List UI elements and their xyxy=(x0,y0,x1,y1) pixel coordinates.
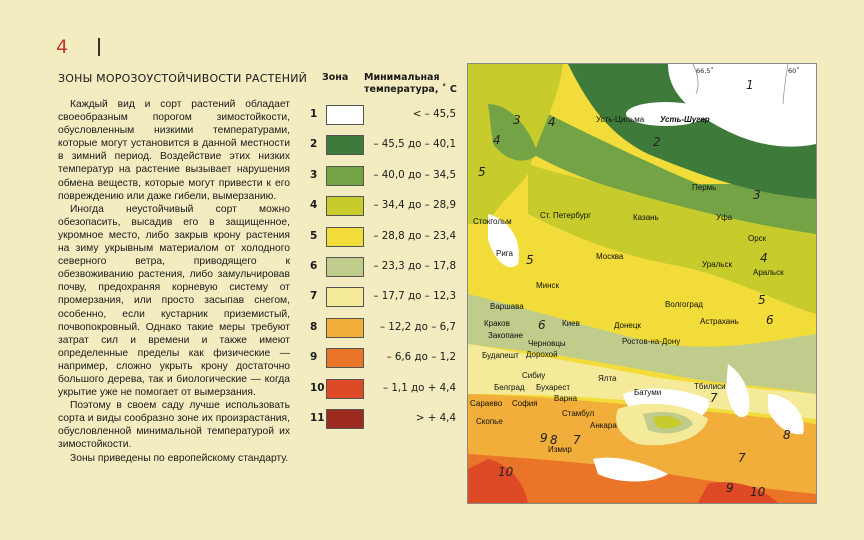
legend-zone-number: 9 xyxy=(310,351,318,364)
legend-row xyxy=(310,134,455,158)
legend-zone-number: 3 xyxy=(310,168,318,181)
legend-row xyxy=(310,256,455,280)
city-label: Уральск xyxy=(702,260,732,269)
legend-zone-number: 7 xyxy=(310,290,318,303)
legend-color-swatch xyxy=(326,135,364,155)
city-label: Уфа xyxy=(716,213,733,222)
city-label: Закопане xyxy=(488,331,523,340)
page-separator xyxy=(98,38,100,56)
city-label: Бухарест xyxy=(536,383,570,392)
city-label: Ст. Петербург xyxy=(540,211,592,220)
zone-label: 5 xyxy=(526,253,534,267)
legend-zone-number: 2 xyxy=(310,138,318,151)
city-label: Москва xyxy=(596,252,624,261)
city-label: Орск xyxy=(748,234,767,243)
legend-color-swatch xyxy=(326,409,364,429)
zone-label: 8 xyxy=(783,428,791,442)
city-label: Варна xyxy=(554,394,578,403)
zone-label: 4 xyxy=(493,133,501,147)
legend-zone-number: 10 xyxy=(310,381,325,394)
zone-label: 2 xyxy=(653,135,661,149)
page-number: 4 xyxy=(56,36,69,58)
legend-temperature-range: < – 45,5 xyxy=(412,108,456,120)
paragraph: Зоны приведены по европейскому стандарту. xyxy=(70,452,289,464)
paragraph: Поэтому в своем саду лучше использовать сорта и виды сообразно зоне их произрастания, обусловленной минимальной температурой их зимостойкости. xyxy=(58,400,290,451)
city-label: Анкара xyxy=(590,421,617,430)
city-label: Астрахань xyxy=(700,317,739,326)
city-label: Казань xyxy=(633,213,659,222)
legend-zone-number: 6 xyxy=(310,260,318,272)
zone-label: 3 xyxy=(753,188,761,202)
legend-color-swatch xyxy=(326,227,364,247)
city-label: Черновцы xyxy=(528,339,566,348)
legend-zone-number: 8 xyxy=(310,320,318,333)
zone-label: 3 xyxy=(513,113,521,127)
legend-zone-number: 5 xyxy=(310,229,318,242)
paragraph: Иногда неустойчивый сорт можно обезопасить, высадив его в защищенное, укромное место, либо закрыв крону растения на зиму укрывным материалом от холодного северного ветра, приводящего к обезвоживанию растения, либо замульчировав почву, предохраняя корневую систему от промерзания, или просто засыпав снегом, особенно, если кустарник приземистый, почвопокровный. Однако такие меры требуют затрат сил и времени и также имеют определенные пределы как физические — например, сложно укрыть крону достаточно большого дерева, так и биологические — когда укрытие уже не помогает от вымерзания. xyxy=(58,203,290,399)
city-label: Усть-Шугер xyxy=(660,115,710,124)
zone-label: 7 xyxy=(738,451,746,465)
zone-label: 5 xyxy=(758,293,766,307)
zone-label: 4 xyxy=(760,251,768,265)
city-label: Белград xyxy=(494,383,525,392)
city-label: Краков xyxy=(484,319,510,328)
city-label: Донецк xyxy=(614,321,641,330)
article-title: ЗОНЫ МОРОЗОУСТОЙЧИВОСТИ РАСТЕНИЙ xyxy=(58,72,308,85)
legend-temperature-range: – 28,8 до – 23,4 xyxy=(373,229,456,242)
zone-label: 8 xyxy=(550,433,558,447)
city-label: Варшава xyxy=(490,302,524,311)
city-label: Скопье xyxy=(476,417,503,426)
city-label: Рига xyxy=(496,249,513,258)
legend-row xyxy=(310,317,455,341)
legend-color-swatch xyxy=(326,257,364,277)
legend-temperature-range: – 1,1 до + 4,4 xyxy=(382,381,456,394)
legend-color-swatch xyxy=(326,105,364,125)
zone-label: 6 xyxy=(538,318,546,332)
zone-label: 6 xyxy=(766,313,774,327)
zone-label: 10 xyxy=(750,485,766,499)
map-canvas xyxy=(468,64,816,503)
legend-zone-number: 1 xyxy=(310,108,318,120)
legend-temperature-range: > + 4,4 xyxy=(415,412,456,424)
legend-row xyxy=(310,378,455,402)
legend-temperature-range: – 17,7 до – 12,3 xyxy=(373,290,456,303)
city-label: Киев xyxy=(562,319,580,328)
legend-temperature-range: – 40,0 до – 34,5 xyxy=(373,168,456,181)
city-label: Будапешт xyxy=(482,351,519,360)
city-label: Минск xyxy=(536,281,560,290)
zone-label: 4 xyxy=(548,115,556,129)
legend-row xyxy=(310,347,455,371)
legend-zone-number: 11 xyxy=(310,412,325,424)
legend-zone-number: 4 xyxy=(310,199,318,212)
legend-row xyxy=(310,408,455,432)
legend-temp-header: Минимальная температура, ˚ С xyxy=(364,72,457,95)
city-label: Усть-Цильма xyxy=(596,115,645,124)
legend-color-swatch xyxy=(326,318,364,338)
city-label: Стамбул xyxy=(562,409,595,418)
legend-temperature-range: – 23,3 до – 17,8 xyxy=(373,260,456,272)
city-label: Пермь xyxy=(692,183,717,192)
city-label: Измир xyxy=(548,445,572,454)
legend-temperature-range: – 6,6 до – 1,2 xyxy=(386,351,456,364)
climate-zone-map xyxy=(467,63,817,504)
legend-row xyxy=(310,104,455,128)
city-label: Дорохой xyxy=(526,350,558,359)
zone-label: 10 xyxy=(498,465,514,479)
legend-color-swatch xyxy=(326,287,364,307)
article-body xyxy=(58,98,290,465)
coord-label: 60˚ xyxy=(788,67,800,75)
legend-row xyxy=(310,286,455,310)
city-label: Волгоград xyxy=(665,300,703,309)
zone-label: 1 xyxy=(746,78,754,92)
legend-row xyxy=(310,165,455,189)
zone-label: 9 xyxy=(726,481,734,495)
zone-label: 7 xyxy=(573,433,581,447)
legend-temperature-range: – 34,4 до – 28,9 xyxy=(373,199,456,212)
city-label: Тбилиси xyxy=(694,382,726,391)
zone-label: 7 xyxy=(710,391,718,405)
legend-row xyxy=(310,226,455,250)
city-label: София xyxy=(512,399,538,408)
zone-label: 9 xyxy=(540,431,548,445)
zone-label: 5 xyxy=(478,165,486,179)
legend-temperature-range: – 45,5 до – 40,1 xyxy=(373,138,456,151)
legend-row xyxy=(310,195,455,219)
city-label: Ростов-на-Дону xyxy=(622,337,681,346)
city-label: Сараево xyxy=(470,399,503,408)
legend-zone-header: Зона xyxy=(322,72,349,83)
city-label: Аральск xyxy=(753,268,784,277)
coord-label: 66,5˚ xyxy=(696,67,714,75)
paragraph: Каждый вид и сорт растений обладает своеобразным порогом зимостойкости, обусловленным низкими температурами, которые могут установится в данной местности в зимний период. Воздействие этих низких температур на растение вызывает нарушения обмена веществ, которые могут привести к его повреждению или даже гибели, вымерзанию. xyxy=(58,99,290,202)
legend-color-swatch xyxy=(326,196,364,216)
legend-color-swatch xyxy=(326,348,364,368)
city-label: Батуми xyxy=(634,388,662,397)
city-label: Стокгольм xyxy=(473,217,512,226)
legend-color-swatch xyxy=(326,379,364,399)
legend-color-swatch xyxy=(326,166,364,186)
legend-temperature-range: – 12,2 до – 6,7 xyxy=(379,320,456,333)
city-label: Сибиу xyxy=(522,371,546,380)
city-label: Ялта xyxy=(598,374,617,383)
